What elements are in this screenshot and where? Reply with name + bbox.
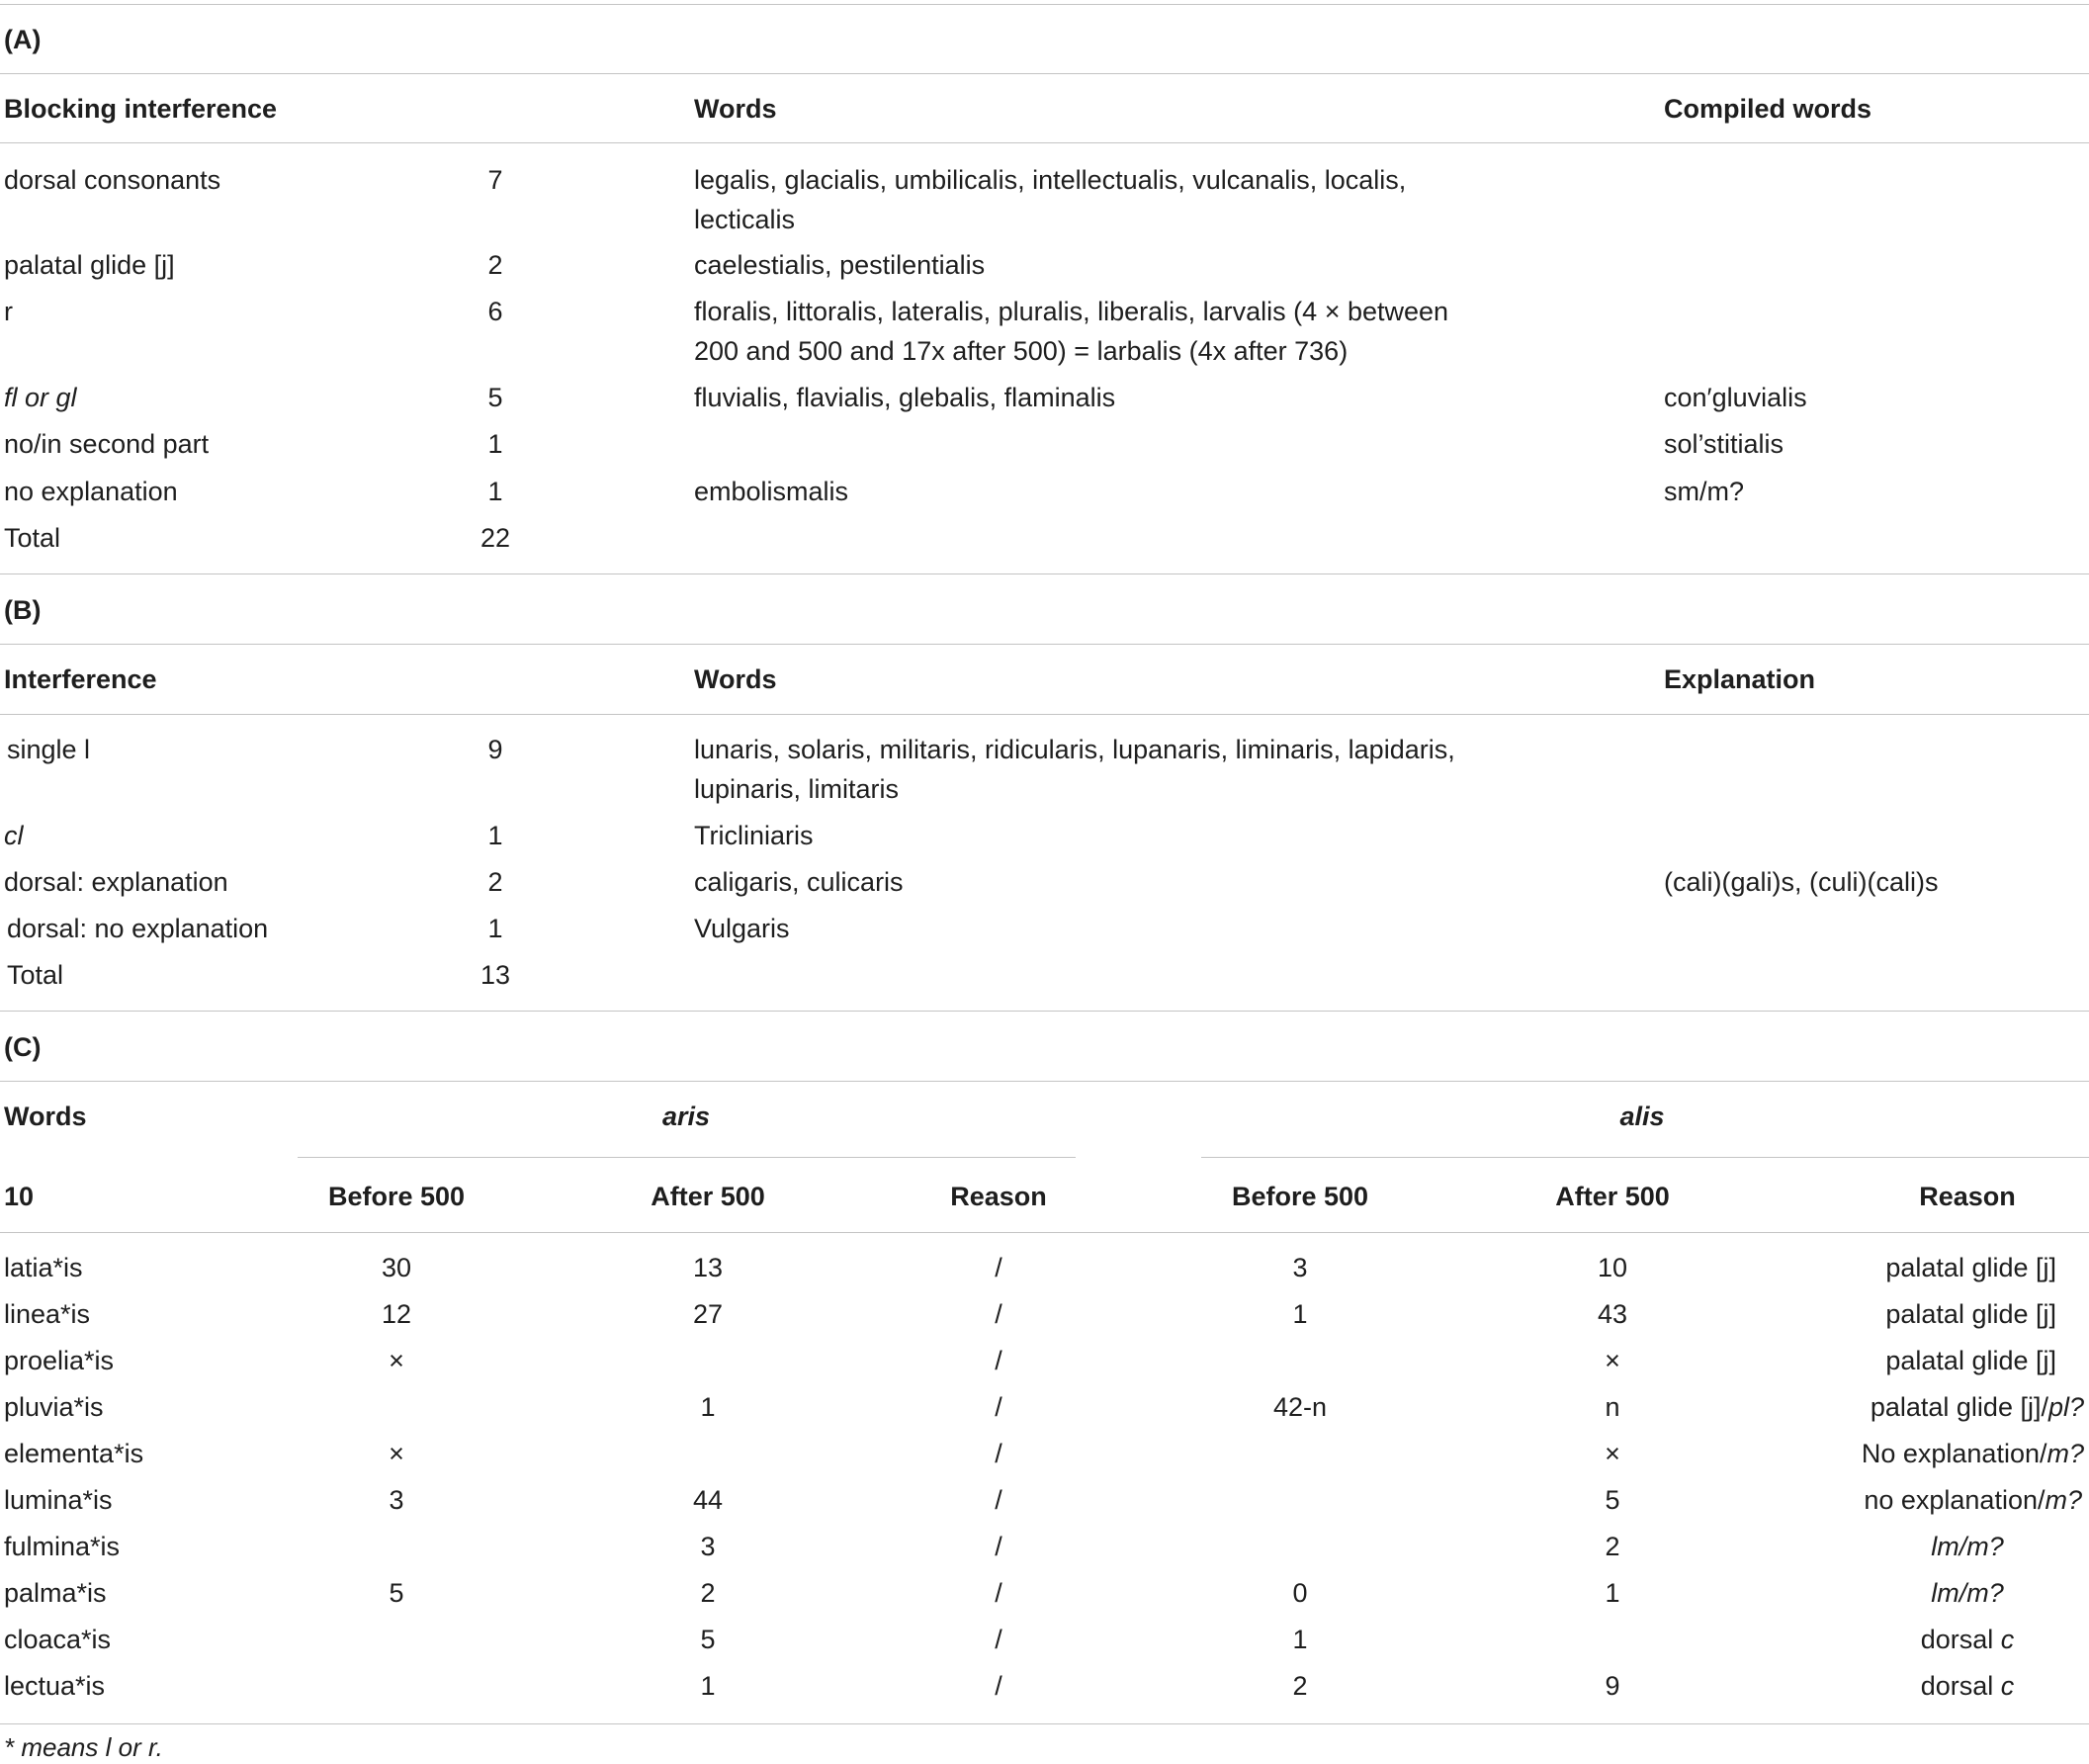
c-row-aris-reason: / [995,1532,1002,1561]
a-row-name: r [4,297,13,326]
rule-b-header [0,714,2089,715]
c-row-alis-reason-italic: c [2000,1625,2015,1654]
rule-c-aris-group [298,1157,1076,1158]
c-row-alis-reason: lm/m? [1931,1578,2004,1608]
a-row-compiled: sol’stitialis [1664,429,1784,459]
section-a-header-compiled: Compiled words [1664,94,1872,124]
c-row-aris-after: 3 [700,1532,716,1561]
b-row-words: lunaris, solaris, militaris, ridicularis, lupanaris, liminaris, lapidaris, lupinaris, limitaris [694,735,1455,804]
c-subheader-alis-after: After 500 [1555,1182,1670,1211]
c-subheader-alis-before: Before 500 [1231,1182,1369,1211]
c-row-word: cloaca*is [4,1625,112,1654]
c-row-alis-after: 5 [1605,1485,1620,1515]
a-row-count: 1 [487,477,503,506]
c-row-aris-before: 3 [389,1485,404,1515]
c-row-alis-before: 42-n [1272,1392,1328,1422]
c-row-alis-reason-main: dorsal [1920,1625,2001,1654]
a-row-words: fluvialis, flavialis, glebalis, flaminalis [694,383,1116,412]
c-subheader-aris-reason: Reason [950,1182,1047,1211]
c-row-alis-reason: palatal glide [j] [1885,1253,2056,1282]
rule-b-label [0,644,2089,645]
c-subheader-aris-before: Before 500 [327,1182,466,1211]
c-row-word: linea*is [4,1299,91,1329]
c-row-word: palma*is [4,1578,107,1608]
c-row-aris-after: 5 [700,1625,716,1654]
section-b-header-explanation: Explanation [1664,664,1816,694]
c-row-word: fulmina*is [4,1532,121,1561]
c-row-alis-reason-main: palatal glide [j]/ [1870,1392,2048,1422]
c-row-alis-before: 0 [1292,1578,1308,1608]
c-row-word: lumina*is [4,1485,113,1515]
c-row-word: latia*is [4,1253,83,1282]
c-row-alis-reason: palatal glide [j] [1885,1299,2056,1329]
rule-c-alis-group [1201,1157,2089,1158]
b-row-count: 9 [487,735,503,764]
c-row-word: elementa*is [4,1439,144,1468]
b-row-words: Vulgaris [694,914,790,943]
c-row-alis-after: 1 [1605,1578,1620,1608]
c-row-alis-after: 43 [1597,1299,1628,1329]
table-footnote: * means l or r. [4,1732,163,1762]
c-subheader-alis-reason: Reason [1919,1182,2016,1211]
section-c-label: (C) [4,1032,42,1062]
c-row-aris-after: 13 [692,1253,724,1282]
c-row-aris-after: 1 [700,1392,716,1422]
a-row-name: no/in second part [4,429,210,459]
c-row-aris-reason: / [995,1299,1002,1329]
c-row-aris-after: 27 [692,1299,724,1329]
c-row-aris-reason: / [995,1439,1002,1468]
a-row-words: caelestialis, pestilentialis [694,250,986,280]
b-total-label: Total [7,960,64,990]
c-row-alis-reason [1921,1620,2015,1659]
c-row-alis-before: 1 [1292,1625,1308,1654]
c-row-alis-before: 1 [1292,1299,1308,1329]
b-row-count: 1 [487,914,503,943]
c-subheader-aris-after: After 500 [651,1182,765,1211]
c-header-alis: alis [1619,1102,1665,1131]
c-row-aris-reason: / [995,1578,1002,1608]
a-row-count: 7 [487,165,503,195]
b-row-count: 1 [487,821,503,850]
rule-top [0,4,2089,5]
c-row-word: proelia*is [4,1346,115,1375]
c-row-aris-before: × [389,1439,404,1468]
a-row-compiled: con′gluvialis [1664,383,1807,412]
rule-bottom [0,1723,2089,1724]
c-row-alis-reason [1921,1666,2015,1706]
a-row-count: 6 [487,297,503,326]
c-row-alis-reason-italic: c [2000,1671,2015,1701]
b-row-name: dorsal: explanation [4,867,228,897]
c-row-alis-after: × [1605,1346,1620,1375]
section-b-header-interference: Interference [4,664,157,694]
c-row-aris-reason: / [995,1625,1002,1654]
c-row-alis-after: 9 [1605,1671,1620,1701]
b-row-name: cl [4,821,24,850]
c-row-aris-before: × [389,1346,404,1375]
c-row-word: pluvia*is [4,1392,104,1422]
c-row-aris-before: 12 [381,1299,412,1329]
section-b-label: (B) [4,595,42,625]
b-row-count: 2 [487,867,503,897]
a-row-count: 5 [487,383,503,412]
section-a-header-words: Words [694,94,777,124]
c-row-aris-before: 5 [389,1578,404,1608]
a-total-count: 22 [479,523,511,553]
a-row-count: 2 [487,250,503,280]
a-row-compiled: sm/m? [1664,477,1744,506]
c-row-alis-reason: palatal glide [j] [1885,1346,2056,1375]
a-total-label: Total [4,523,61,553]
b-row-name: single l [7,735,91,764]
c-row-alis-reason-italic: m? [2045,1485,2082,1515]
c-row-alis-reason [1864,1480,2082,1520]
b-row-words: caligaris, culicaris [694,867,904,897]
c-row-alis-after: n [1605,1392,1620,1422]
a-row-name: dorsal consonants [4,165,221,195]
c-row-alis-reason [1871,1387,2084,1427]
b-row-name: dorsal: no explanation [7,914,269,943]
rule-a-label [0,73,2089,74]
a-row-name: no explanation [4,477,178,506]
rule-a-end [0,573,2089,574]
c-row-aris-before: 30 [381,1253,412,1282]
c-row-alis-reason-main: No explanation/ [1861,1439,2047,1468]
c-row-alis-before: 2 [1292,1671,1308,1701]
a-row-count: 1 [487,429,503,459]
b-row-words: Tricliniaris [694,821,814,850]
c-row-alis-after: 2 [1605,1532,1620,1561]
c-row-aris-after: 2 [700,1578,716,1608]
c-row-alis-before: 3 [1292,1253,1308,1282]
c-row-aris-after: 44 [692,1485,724,1515]
section-b-header-words: Words [694,664,777,694]
c-row-aris-reason: / [995,1671,1002,1701]
c-row-alis-reason-italic: m? [2046,1439,2084,1468]
c-row-alis-reason-italic: pl? [2047,1392,2084,1422]
c-subheader-count: 10 [4,1182,35,1211]
a-row-name: fl or gl [4,383,77,412]
a-row-name: palatal glide [j] [4,250,175,280]
c-row-alis-reason: lm/m? [1931,1532,2004,1561]
rule-a-header [0,142,2089,143]
a-row-words: floralis, littoralis, lateralis, pluralis, liberalis, larvalis (4 × between 200 and 500 and 17x after 500) = larbalis (4x after 736) [694,297,1449,366]
c-row-aris-reason: / [995,1485,1002,1515]
c-row-alis-after: 10 [1597,1253,1628,1282]
c-header-words: Words [4,1102,87,1131]
a-row-words: embolismalis [694,477,849,506]
rule-b-end [0,1011,2089,1012]
b-row-explanation: (cali)(gali)s, (culi)(cali)s [1664,867,1939,897]
rule-c-label [0,1081,2089,1082]
rule-c-header [0,1232,2089,1233]
c-row-alis-reason [1862,1434,2084,1473]
section-a-header-interference: Blocking interference [4,94,278,124]
b-total-count: 13 [479,960,511,990]
c-row-alis-reason-main: no explanation/ [1864,1485,2045,1515]
c-row-alis-after: × [1605,1439,1620,1468]
c-row-aris-reason: / [995,1392,1002,1422]
c-row-aris-after: 1 [700,1671,716,1701]
c-row-word: lectua*is [4,1671,106,1701]
c-row-aris-reason: / [995,1253,1002,1282]
c-header-aris: aris [661,1102,711,1131]
section-a-label: (A) [4,25,42,54]
c-row-aris-reason: / [995,1346,1002,1375]
c-row-alis-reason-main: dorsal [1920,1671,2001,1701]
a-row-words: legalis, glacialis, umbilicalis, intellectualis, vulcanalis, localis, lecticalis [694,165,1407,234]
